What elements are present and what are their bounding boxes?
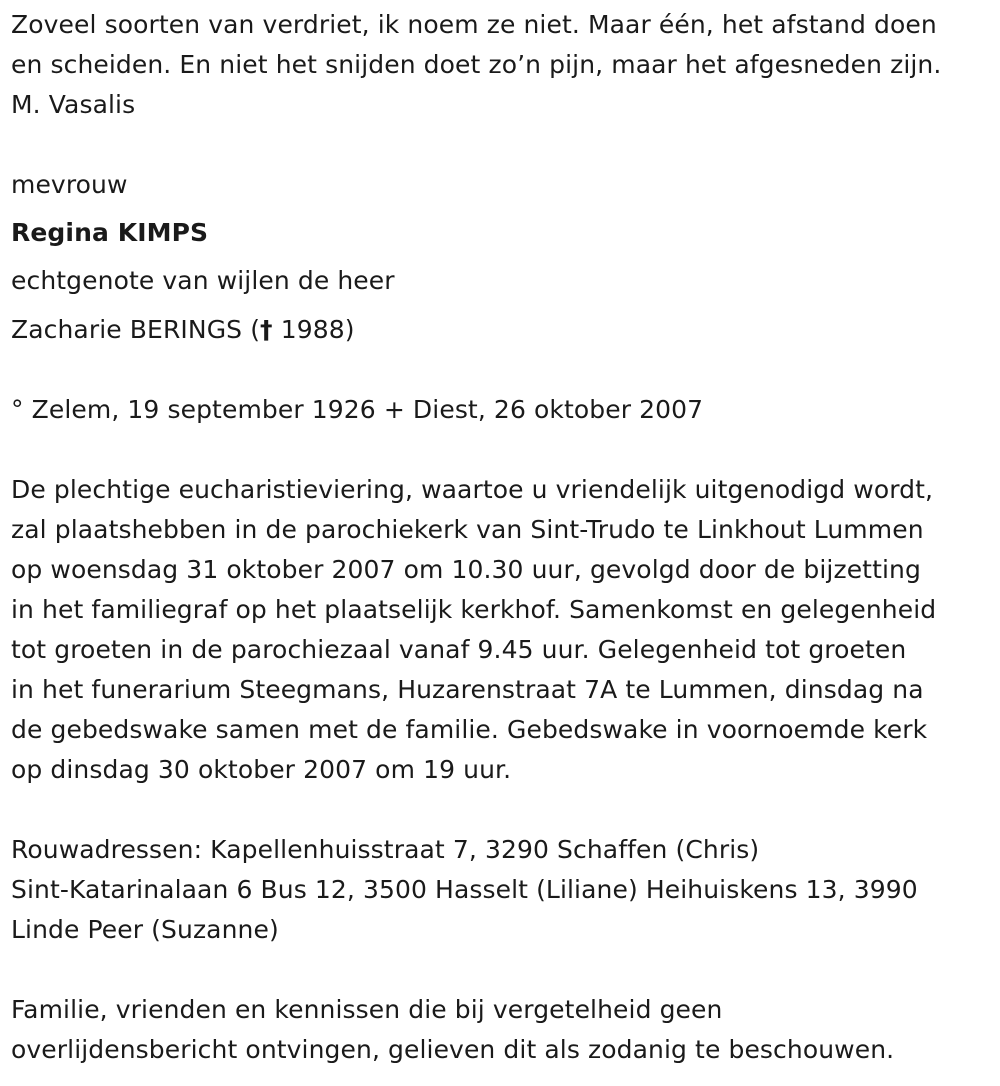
quote-author: M. Vasalis [11,90,136,119]
deceased-relation: echtgenote van wijlen de heer [11,266,395,295]
address-line: Sint-Katarinalaan 6 Bus 12, 3500 Hasselt (Liliane) Heihuiskens 13, 3990 [11,875,918,904]
address-line: Rouwadressen: Kapellenhuisstraat 7, 3290 Schaffen (Chris) [11,835,760,864]
ceremony-line: op woensdag 31 oktober 2007 om 10.30 uur, gevolgd door de bijzetting [11,555,921,584]
closing-line: overlijdensbericht ontvingen, gelieven dit als zodanig te beschouwen. [11,1035,895,1064]
quote-line: Zoveel soorten van verdriet, ik noem ze niet. Maar één, het afstand doen [11,10,937,39]
birth-death-dates: ° Zelem, 19 september 1926 + Diest, 26 oktober 2007 [11,395,704,424]
deceased-name: Regina KIMPS [11,218,209,247]
ceremony-line: de gebedswake samen met de familie. Gebedswake in voornoemde kerk [11,715,928,744]
cross-icon: † [260,315,273,344]
ceremony-line: in het funerarium Steegmans, Huzarenstraat 7A te Lummen, dinsdag na [11,675,924,704]
quote-line: en scheiden. En niet het snijden doet zo’n pijn, maar het afgesneden zijn. [11,50,942,79]
spouse-line [11,315,355,345]
address-line: Linde Peer (Suzanne) [11,915,279,944]
deceased-title: mevrouw [11,170,128,199]
spouse-year: 1988) [272,315,355,344]
ceremony-line: in het familiegraf op het plaatselijk kerkhof. Samenkomst en gelegenheid [11,595,937,624]
ceremony-line: zal plaatshebben in de parochiekerk van Sint-Trudo te Linkhout Lummen [11,515,924,544]
spouse-name: Zacharie BERINGS ( [11,315,261,344]
closing-line: Familie, vrienden en kennissen die bij vergetelheid geen [11,995,723,1024]
ceremony-line: De plechtige eucharistieviering, waartoe u vriendelijk uitgenodigd wordt, [11,475,934,504]
ceremony-line: op dinsdag 30 oktober 2007 om 19 uur. [11,755,512,784]
ceremony-line: tot groeten in de parochiezaal vanaf 9.45 uur. Gelegenheid tot groeten [11,635,907,664]
